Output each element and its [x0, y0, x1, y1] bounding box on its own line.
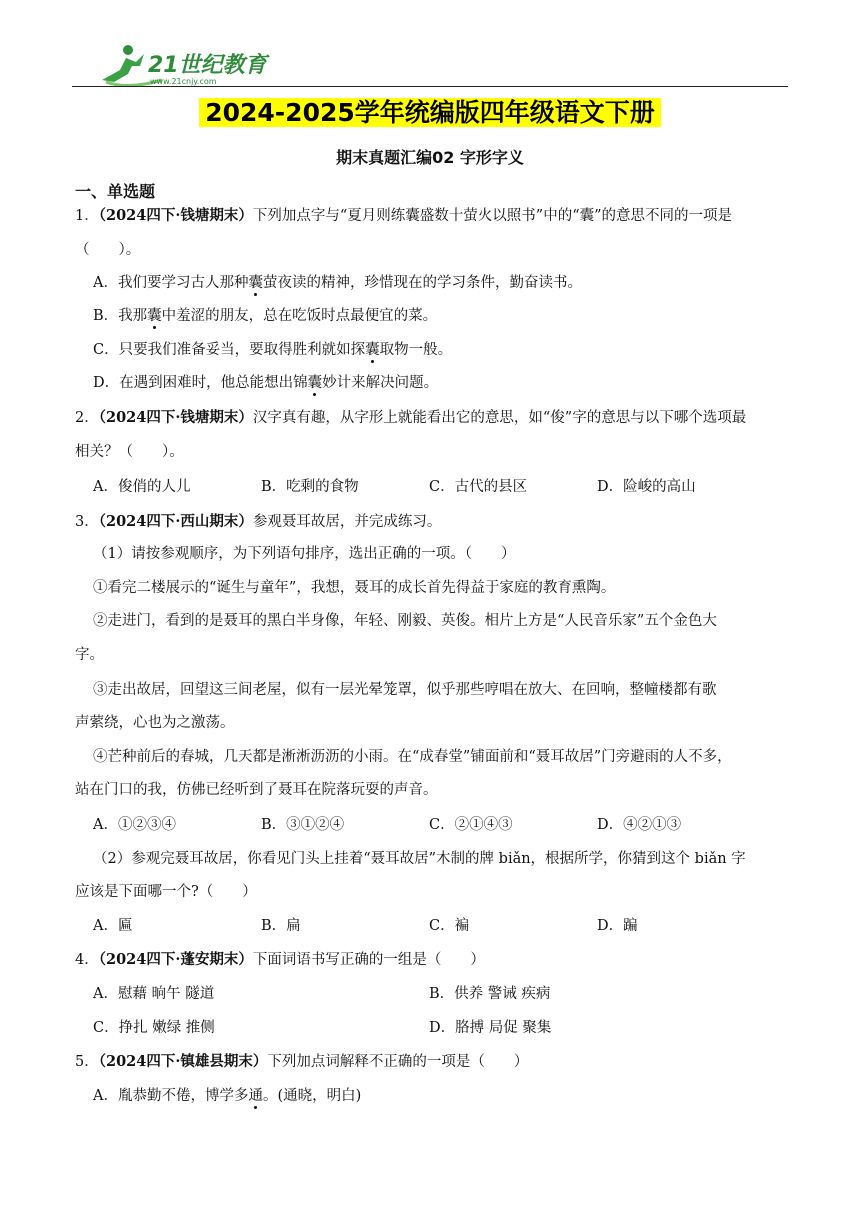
logo-url: www.21cnjy.com [150, 77, 217, 86]
q3-sentence-3: ③走出故居，回望这三间老屋，似有一层光晕笼罩，似乎那些哼唱在放大、在回响，整幢楼都有歌 [93, 682, 717, 698]
q4-stem: 4．（2024四下·蓬安期末）下面词语书写正确的一组是（ ） [75, 951, 485, 968]
q2-stem-cont: 相关？（ ）。 [75, 444, 184, 460]
q3-sentence-3-cont: 声萦绕，心也为之激荡。 [75, 715, 235, 731]
q3-1-option-c[interactable]: C．②①④③ [429, 817, 513, 833]
page-title: 2024-2025学年统编版四年级语文下册 [0, 96, 860, 130]
q3-2-option-a[interactable]: A．匾 [93, 918, 133, 934]
q3-2-option-c[interactable]: C．褊 [429, 918, 470, 934]
q3-part2-cont: 应该是下面哪一个?（ ） [75, 884, 257, 900]
logo [92, 40, 272, 90]
q1-option-d[interactable]: D．在遇到困难时，他总能想出锦囊妙计来解决问题。 [93, 375, 439, 391]
logo-text: 21世纪教育 [148, 53, 267, 78]
q2-option-a[interactable]: A．俊俏的人儿 [93, 479, 191, 495]
q3-2-option-d[interactable]: D．蹁 [597, 918, 638, 934]
q1-stem: 1．（2024四下·钱塘期末）下列加点字与“夏月则练囊盛数十萤火以照书”中的“囊”的意思不同的一项是 [75, 207, 733, 224]
section-title: 一、单选题 [75, 182, 156, 201]
q5-option-a[interactable]: A．胤恭勤不倦，博学多通。(通晓，明白) [93, 1088, 362, 1104]
q3-sentence-4: ④芒种前后的春城，几天都是淅淅沥沥的小雨。在“成春堂”铺面前和“聂耳故居”门旁避雨的人不多， [93, 749, 732, 765]
q3-1-option-d[interactable]: D．④②①③ [597, 817, 682, 833]
q2-stem: 2．（2024四下·钱塘期末）汉字真有趣，从字形上就能看出它的意思，如“俊”字的意思与以下哪个选项最 [75, 409, 747, 426]
q3-part1: （1）请按参观顺序，为下列语句排序，选出正确的一项。（ ） [93, 546, 516, 562]
q4-option-b[interactable]: B．供养 警诫 疾病 [429, 986, 551, 1002]
q2-option-d[interactable]: D．险峻的高山 [597, 479, 696, 495]
q4-option-d[interactable]: D．胳搏 局促 聚集 [429, 1020, 552, 1036]
page-subtitle: 期末真题汇编02 字形字义 [336, 148, 524, 167]
q3-sentence-1: ①看完二楼展示的“诞生与童年”，我想，聂耳的成长首先得益于家庭的教育熏陶。 [93, 580, 616, 596]
q1-stem-cont: （ ）。 [75, 242, 141, 258]
header-rule [72, 86, 788, 87]
q1-option-b[interactable]: B．我那囊中羞涩的朋友，总在吃饭时点最便宜的菜。 [93, 308, 438, 324]
q1-option-c[interactable]: C．只要我们准备妥当，要取得胜利就如探囊取物一般。 [93, 342, 453, 358]
q5-stem: 5．（2024四下·镇雄县期末）下列加点词解释不正确的一项是（ ） [75, 1053, 529, 1070]
q4-option-c[interactable]: C．挣扎 嫩绿 推侧 [93, 1020, 215, 1036]
q1-option-a[interactable]: A．我们要学习古人那种囊萤夜读的精神，珍惜现在的学习条件，勤奋读书。 [93, 275, 582, 291]
q3-1-option-b[interactable]: B．③①②④ [261, 817, 345, 833]
q3-sentence-2: ②走进门，看到的是聂耳的黑白半身像，年轻、刚毅、英俊。相片上方是“人民音乐家”五个金色大 [93, 613, 717, 629]
q3-stem: 3．（2024四下·西山期末）参观聂耳故居，并完成练习。 [75, 513, 442, 530]
q2-option-c[interactable]: C．古代的县区 [429, 479, 528, 495]
q3-1-option-a[interactable]: A．①②③④ [93, 817, 176, 833]
q3-2-option-b[interactable]: B．扁 [261, 918, 301, 934]
logo-runner-icon [92, 40, 272, 90]
q3-part2: （2）参观完聂耳故居，你看见门头上挂着“聂耳故居”木制的牌 biǎn，根据所学，你猜到这个 biǎn 字 [93, 851, 746, 867]
q3-sentence-4-cont: 站在门口的我，仿佛已经听到了聂耳在院落玩耍的声音。 [75, 782, 438, 798]
q4-option-a[interactable]: A．慰藉 晌午 隧道 [93, 986, 215, 1002]
q3-sentence-2-cont: 字。 [75, 647, 104, 663]
q2-option-b[interactable]: B．吃剩的食物 [261, 479, 359, 495]
